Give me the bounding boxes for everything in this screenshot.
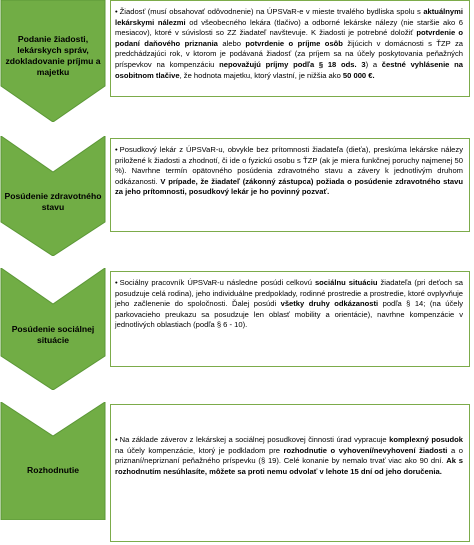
step-4-label: Rozhodnutie (26, 465, 80, 475)
step-3-description (110, 271, 470, 367)
step-2-description (110, 138, 470, 232)
step-3-chevron (0, 268, 106, 390)
step-4-text (115, 435, 463, 477)
body-text: Na základe záverov z lekárskej a sociálnej posudkovej činnosti úrad vypracuje (119, 435, 390, 444)
step-4-chevron (0, 402, 106, 520)
emphasis-text: rozhodnutie o vyhovení/nevyhovení žiadosti (283, 445, 448, 455)
body-text: žijúcich v domácnosti s ŤZP za predchádzajúci rok, v ktorom je podávaná žiadosť (za príjem sa na účely poskytovania peňažných príspevkov na kompenzáciu (115, 38, 463, 69)
chevron-shape (0, 402, 106, 520)
body-text: alebo (217, 38, 246, 48)
body-text: Žiadosť (musí obsahovať odôvodnenie) na ÚPSVaR-e v mieste trvalého bydliska spolu s (119, 7, 424, 16)
step-3-text (115, 278, 463, 331)
step-1-chevron (0, 0, 106, 122)
step-1-text (115, 7, 463, 81)
emphasis-text: 50 000 €. (342, 70, 375, 80)
body-text: podľa § 14; (na účely parkovacieho preukazu sa posudzuje len oblasť mobility a orientácie), navrhne kompenzácie v jednotlivých oblastiach (podľa § 6 - 10). (115, 299, 463, 330)
step-3-label: Posúdenie sociálnej situácie (11, 324, 95, 345)
body-text: Sociálny pracovník ÚPSVaR-u následne posúdi celkovú (119, 278, 315, 287)
body-text: žiadateľa (pri deťoch sa posudzuje celá rodina), jeho individuálne predpoklady, rodinné prostredie a prostredie, ktoré ovplyvňuje jeho začlenenie do spoločnosti. Ďalej posúdi (115, 278, 463, 309)
step-1-description (110, 0, 470, 97)
emphasis-text: nepovažujú príjmy podľa § 18 ods. 3 (219, 59, 366, 69)
step-2-text (115, 145, 463, 198)
emphasis-text: aktuálnymi lekárskymi nálezmi (115, 7, 463, 27)
body-text: , že hodnota majetku, ktorý vlastní, je nižšia ako (179, 70, 343, 80)
step-2-chevron (0, 136, 106, 256)
bullet-icon: • (115, 278, 118, 287)
emphasis-text: potvrdenie o podaní daňového priznania (115, 28, 463, 48)
body-text: ) a (365, 59, 382, 69)
step-2-label: Posúdenie zdravotného stavu (4, 191, 102, 212)
emphasis-text: V prípade, že žiadateľ (zákonný zástupca) požiada o posúdenie zdravotného stavu za jeho prítomnosti, posudkový lekár je ho povinný pozvať. (115, 176, 463, 197)
emphasis-text: Ak s rozhodnutím nesúhlasíte, môžete sa proti nemu odvolať v lehote 15 dní od jeho doručenia. (115, 456, 464, 476)
emphasis-text: čestné vyhlásenie na osobitnom tlačive (115, 59, 463, 80)
emphasis-text: všetky druhy odkázanosti (280, 299, 379, 309)
bullet-icon: • (115, 145, 118, 154)
step-4-description (110, 404, 470, 542)
emphasis-text: sociálnu situáciu (314, 278, 378, 287)
body-text: od všeobecného lekára (tlačivo) a odborné lekárske nálezy (nie staršie ako 6 mesiacov), ktoré v súvislosti so ZZ žiadateľ navštevuje. K žiadosti je potrebné doložiť (115, 17, 463, 38)
body-text: a o priznaní/nepriznaní peňažného príspevku (§ 19). Celé konanie by nemalo trvať viac ako 90 dní. (115, 445, 463, 466)
bullet-icon: • (115, 435, 118, 444)
step-1-label: Podanie žiadosti, lekárskych správ, zdokladovanie príjmu a majetku (5, 34, 101, 77)
body-text: na účely kompenzácie, ktorý je podkladom pre (115, 445, 284, 455)
bullet-icon: • (115, 7, 118, 16)
emphasis-text: komplexný posudok (389, 435, 463, 444)
emphasis-text: potvrdenie o príjme osôb (245, 38, 343, 48)
body-text: Posudkový lekár z ÚPSVaR-u, obvykle bez prítomnosti žiadateľa (dieťa), preskúma lekárske nálezy priložené k žiadosti a zhodnotí, či ide o fyzickú osobu s ŤZP (ak je miera funkčnej poruchy najmenej 50 %). Navrhne termín opätovného posúdenia zdravotného stavu a závery k jednotlivým druhom odkázanosti. (115, 145, 463, 186)
